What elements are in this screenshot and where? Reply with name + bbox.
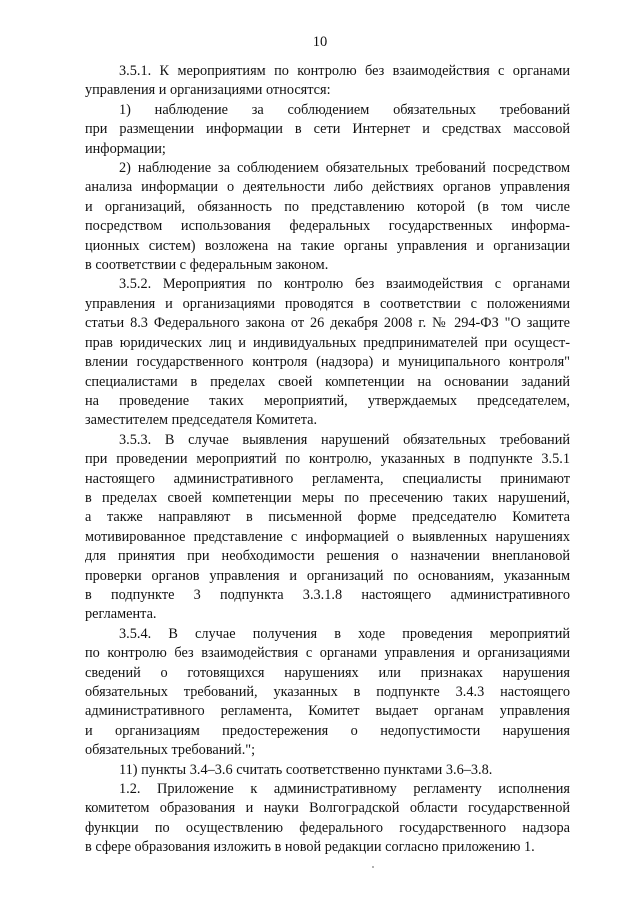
text-line: управления и организациями относятся:	[85, 82, 331, 99]
text-line: ционных систем) возложена на такие органы управления и организации	[85, 237, 570, 254]
text-line: 1) наблюдение за соблюдением обязательных требований	[119, 101, 570, 118]
text-line: в пределах своей компетенции меры по пресечению таких нарушений,	[85, 489, 570, 506]
text-line: на проведение таких мероприятий, утверждаемых председателем,	[85, 392, 570, 409]
text-line: в соответствии с федеральным законом.	[85, 257, 329, 274]
text-line: прав юридических лиц и индивидуальных предпринимателей при осущест-	[85, 334, 570, 351]
text-line: по контролю без взаимодействия с органами управления и организациями	[85, 645, 570, 662]
text-line: 3.5.1. К мероприятиям по контролю без взаимодействия с органами	[119, 63, 570, 79]
text-line: обязательных требований.";	[85, 742, 256, 759]
text-line: и организаций, обязанность по представлению которой (в том числе	[85, 198, 570, 215]
text-line: влении государственного контроля (надзора) и муниципального контроля"	[85, 354, 570, 371]
text-line: проверки органов управления и организаций по основаниям, указанным	[85, 567, 570, 584]
text-line: при проведении мероприятий по контролю, указанных в подпункте 3.5.1	[85, 451, 570, 468]
page-number: 10	[312, 34, 328, 50]
text-line: 11) пункты 3.4–3.6 считать соответственно пунктами 3.6–3.8.	[119, 761, 493, 778]
text-line: обязательных требований, указанных в подпункте 3.4.3 настоящего	[85, 684, 570, 700]
text-line: для принятия при необходимости решения о назначении внеплановой	[85, 548, 570, 565]
text-line: статьи 8.3 Федерального закона от 26 декабря 2008 г. № 294-ФЗ "О защите	[85, 315, 570, 332]
text-line: административного регламента, Комитет выдает органам управления	[85, 703, 570, 720]
text-line: регламента.	[85, 606, 157, 623]
text-line: а также направляют в письменной форме председателю Комитета	[85, 509, 570, 526]
scan-speck	[372, 866, 374, 868]
text-line: сведений о готовящихся нарушениях или признаках нарушения	[85, 664, 570, 681]
text-line: 3.5.4. В случае получения в ходе проведения мероприятий	[119, 625, 570, 642]
text-line: в сфере образования изложить в новой редакции согласно приложению 1.	[85, 839, 535, 856]
text-line: настоящего административного регламента, специалисты принимают	[85, 470, 570, 487]
text-line: анализа информации о деятельности либо действиях органов управления	[85, 179, 570, 196]
document-body	[85, 62, 570, 858]
text-line: и организациям предостережения о недопустимости нарушения	[85, 722, 570, 739]
text-line: 2) наблюдение за соблюдением обязательных требований посредством	[119, 160, 570, 177]
text-line: 3.5.2. Мероприятия по контролю без взаимодействия с органами	[119, 276, 570, 293]
text-line: информации;	[85, 140, 166, 157]
text-line: функции по осуществлению федерального государственного надзора	[85, 819, 570, 836]
text-line: 3.5.3. В случае выявления нарушений обязательных требований	[119, 431, 570, 448]
text-line: комитетом образования и науки Волгоградской области государственной	[85, 800, 570, 817]
text-line: управления и организациями проводятся в соответствии с положениями	[85, 295, 570, 312]
text-line: заместителем председателя Комитета.	[85, 412, 318, 429]
text-line: мотивированное представление с информацией о выявленных нарушениях	[85, 528, 570, 545]
text-line: специалистами в пределах своей компетенции на основании заданий	[85, 373, 570, 390]
text-line: в подпункте 3 подпункта 3.3.1.8 настоящего административного	[85, 586, 570, 603]
text-line: 1.2. Приложение к административному регламенту исполнения	[119, 781, 570, 798]
text-line: при размещении информации в сети Интернет и средствах массовой	[85, 121, 570, 138]
text-line: посредством использования федеральных государственных информа-	[85, 218, 570, 235]
